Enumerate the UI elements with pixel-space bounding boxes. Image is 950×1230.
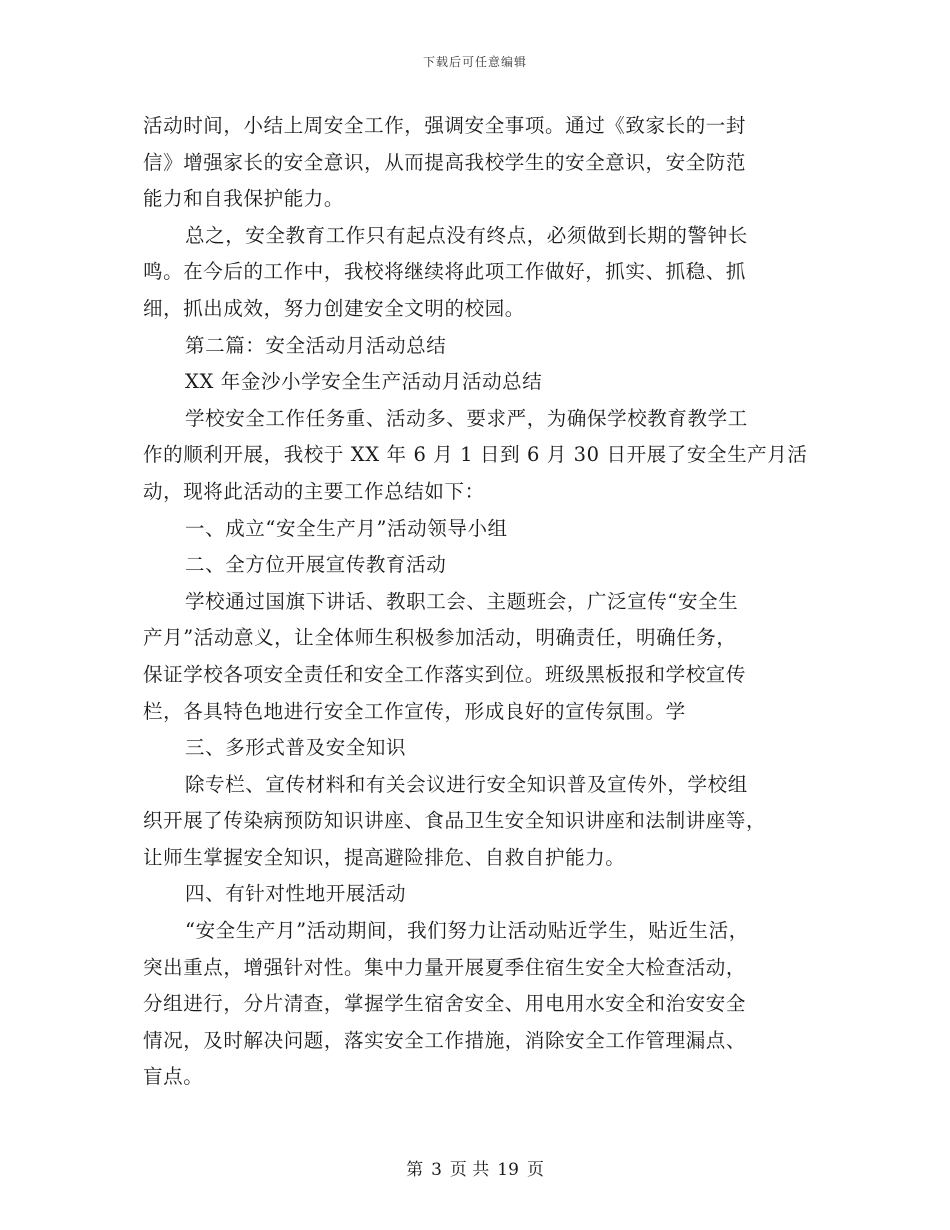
text-line: “安全生产月”活动期间，我们努力让活动贴近学生，贴近生活，: [185, 919, 749, 943]
text-line: 细，抓出成效，努力创建安全文明的校园。: [143, 296, 525, 320]
text-line: 保证学校各项安全责任和安全工作落实到位。班级黑板报和学校宣传: [143, 662, 747, 686]
text-line: 织开展了传染病预防知识讲座、食品卫生安全知识讲座和法制讲座等，: [143, 809, 767, 833]
text-line: 动，现将此活动的主要工作总结如下：: [143, 479, 485, 503]
current-page-number: 3: [431, 1160, 442, 1180]
header-note: 下载后可任意编辑: [422, 55, 527, 69]
total-pages-number: 19: [497, 1160, 519, 1180]
text-line: 除专栏、宣传材料和有关会议进行安全知识普及宣传外，学校组: [185, 772, 748, 796]
page-footer: [0, 1155, 950, 1180]
text-line: 产月”活动意义，让全体师生积极参加活动，明确责任，明确任务，: [143, 626, 737, 650]
text-line: 作的顺利开展，我校于 XX 年 6 月 1 日到 6 月 30 日开展了安全生产月活: [143, 443, 808, 467]
text-line: XX 年金沙小学安全生产活动月活动总结: [185, 370, 543, 394]
text-line: 突出重点，增强针对性。集中力量开展夏季住宿生安全大检查活动，: [143, 955, 747, 979]
text-line: 三、多形式普及安全知识: [185, 736, 407, 760]
text-line: 一、成立“安全生产月”活动领导小组: [185, 516, 508, 540]
footer-middle: 页 共: [449, 1160, 490, 1180]
text-line: 四、有针对性地开展活动: [185, 882, 407, 906]
text-line: 学校安全工作任务重、活动多、要求严，为确保学校教育教学工: [185, 406, 748, 430]
text-line: 学校通过国旗下讲话、教职工会、主题班会，广泛宣传“安全生: [185, 589, 739, 613]
text-line: 鸣。在今后的工作中，我校将继续将此项工作做好，抓实、抓稳、抓: [143, 260, 747, 284]
text-line: 第二篇：安全活动月活动总结: [185, 333, 447, 357]
footer-suffix: 页: [526, 1160, 544, 1180]
text-line: 能力和自我保护能力。: [143, 187, 345, 211]
text-line: 二、全方位开展宣传教育活动: [185, 553, 447, 577]
document-body: [143, 108, 823, 1096]
text-line: 盲点。: [143, 1065, 204, 1089]
footer-prefix: 第: [406, 1160, 424, 1180]
text-line: 栏，各具特色地进行安全工作宣传，形成良好的宣传氛围。学: [143, 699, 686, 723]
text-line: 总之，安全教育工作只有起点没有终点，必须做到长期的警钟长: [185, 223, 748, 247]
text-line: 信》增强家长的安全意识，从而提高我校学生的安全意识，安全防范: [143, 150, 747, 174]
text-line: 让师生掌握安全知识，提高避险排危、自救自护能力。: [143, 845, 626, 869]
text-line: 活动时间，小结上周安全工作，强调安全事项。通过《致家长的一封: [143, 114, 747, 137]
text-line: 情况，及时解决问题，落实安全工作措施，消除安全工作管理漏点、: [143, 1028, 747, 1052]
text-line: 分组进行，分片清查，掌握学生宿舍安全、用电用水安全和治安安全: [143, 992, 747, 1016]
